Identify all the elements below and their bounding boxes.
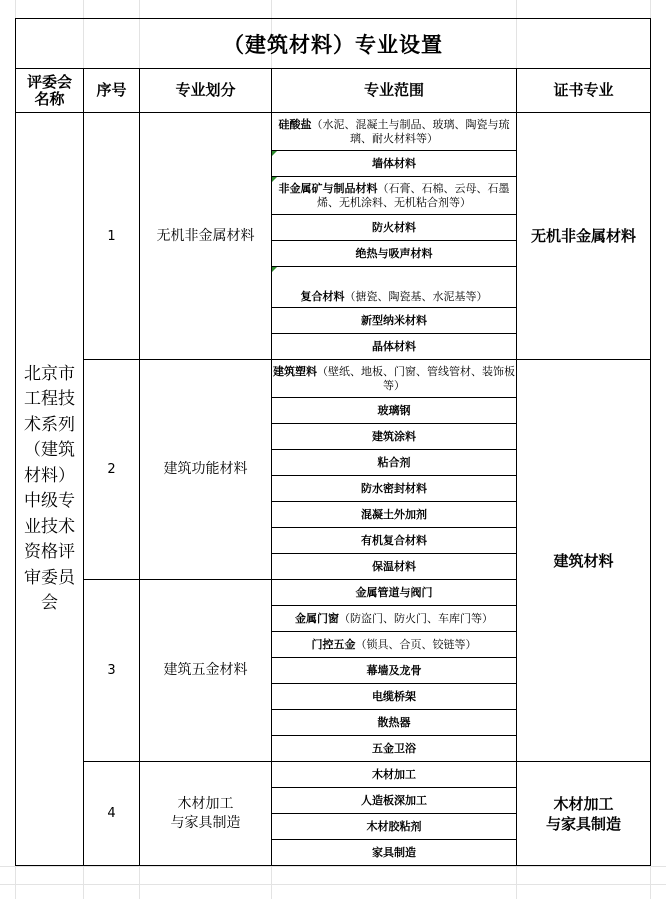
scope-name: 门控五金	[311, 637, 356, 651]
scope-name: 木材加工	[372, 767, 416, 781]
scope-item	[272, 684, 517, 710]
scope-name: 墙体材料	[372, 156, 416, 170]
header-scope: 专业范围	[272, 69, 517, 113]
scope-name: 有机复合材料	[361, 533, 427, 547]
scope-name: 绝热与吸声材料	[355, 246, 433, 260]
scope-name: 复合材料	[300, 290, 345, 303]
scope-item	[272, 151, 517, 177]
scope-item	[272, 736, 517, 762]
scope-item	[272, 554, 517, 580]
scope-name: 人造板深加工	[361, 793, 427, 807]
scope-item	[272, 215, 517, 241]
scope-name: 散热器	[377, 715, 411, 729]
certificate-specialty: 建筑材料	[517, 360, 651, 762]
scope-name: 非金属矿与制品材料	[278, 181, 378, 195]
grid-line	[0, 866, 666, 867]
scope-name: 幕墙及龙骨	[366, 663, 422, 677]
group-category: 无机非金属材料	[140, 113, 272, 360]
certificate-specialty: 无机非金属材料	[517, 113, 651, 360]
scope-item	[272, 762, 517, 788]
scope-note: （水泥、混凝土与制品、玻璃、陶瓷与琉璃、耐火材料等）	[311, 117, 510, 145]
scope-item	[272, 814, 517, 840]
group-category	[140, 762, 272, 866]
scope-item	[272, 241, 517, 267]
scope-item	[272, 632, 517, 658]
scope-name: 粘合剂	[377, 455, 411, 469]
scope-item	[272, 308, 517, 334]
scope-name: 防水密封材料	[361, 481, 427, 495]
header-certificate: 证书专业	[517, 69, 651, 113]
scope-name: 木材胶粘剂	[366, 819, 422, 833]
scope-note: （石膏、石棉、云母、石墨烯、无机涂料、无机粘合剂等）	[317, 181, 510, 209]
scope-item	[272, 788, 517, 814]
header-committee: 评委会名称	[16, 69, 84, 113]
group-seq: 4	[84, 762, 140, 866]
scope-name: 金属门窗	[295, 611, 339, 625]
scope-item	[272, 450, 517, 476]
scope-item	[272, 398, 517, 424]
scope-item	[272, 476, 517, 502]
scope-item	[272, 360, 517, 398]
group-seq: 3	[84, 580, 140, 762]
scope-name: 晶体材料	[372, 339, 416, 353]
scope-name: 建筑塑料	[273, 364, 317, 378]
scope-name: 硅酸盐	[278, 117, 312, 131]
scope-item	[272, 580, 517, 606]
scope-item	[272, 502, 517, 528]
scope-name: 家具制造	[372, 845, 416, 859]
scope-item	[272, 606, 517, 632]
grid-line	[0, 884, 666, 885]
scope-note: （搪瓷、陶瓷基、水泥基等）	[344, 290, 488, 303]
scope-item	[272, 710, 517, 736]
scope-item	[272, 113, 517, 151]
header-seq: 序号	[84, 69, 140, 113]
specialty-table	[15, 18, 651, 866]
scope-item	[272, 334, 517, 360]
scope-item	[272, 177, 517, 215]
scope-name: 金属管道与阀门	[355, 585, 433, 599]
scope-name: 五金卫浴	[372, 741, 416, 755]
scope-name: 建筑涂料	[372, 429, 416, 443]
scope-name: 保温材料	[372, 559, 416, 573]
certificate-specialty	[517, 762, 651, 866]
scope-item	[272, 658, 517, 684]
certificate-label: 木材加工 与家具制造	[546, 794, 622, 833]
scope-note: （壁纸、地板、门窗、管线管材、装饰板等）	[317, 364, 515, 392]
group-category-label: 木材加工 与家具制造	[170, 795, 241, 831]
scope-note: （锁具、合页、铰链等）	[355, 637, 477, 651]
scope-item	[272, 528, 517, 554]
group-seq: 1	[84, 113, 140, 360]
header-category: 专业划分	[140, 69, 272, 113]
scope-name: 混凝土外加剂	[361, 507, 427, 521]
group-category: 建筑功能材料	[140, 360, 272, 580]
page-title: （建筑材料）专业设置	[16, 19, 651, 69]
scope-note: （防盗门、防火门、车库门等）	[339, 611, 493, 625]
scope-name: 玻璃钢	[377, 403, 411, 417]
group-category: 建筑五金材料	[140, 580, 272, 762]
scope-item	[272, 424, 517, 450]
scope-item	[272, 840, 517, 866]
scope-name: 新型纳米材料	[361, 313, 427, 327]
committee-name: 北京市工程技术系列（建筑材料）中级专业技术资格评审委员会	[16, 113, 84, 866]
scope-name: 防火材料	[372, 220, 416, 234]
scope-item	[272, 267, 517, 308]
scope-name: 电缆桥架	[372, 689, 416, 703]
group-seq: 2	[84, 360, 140, 580]
